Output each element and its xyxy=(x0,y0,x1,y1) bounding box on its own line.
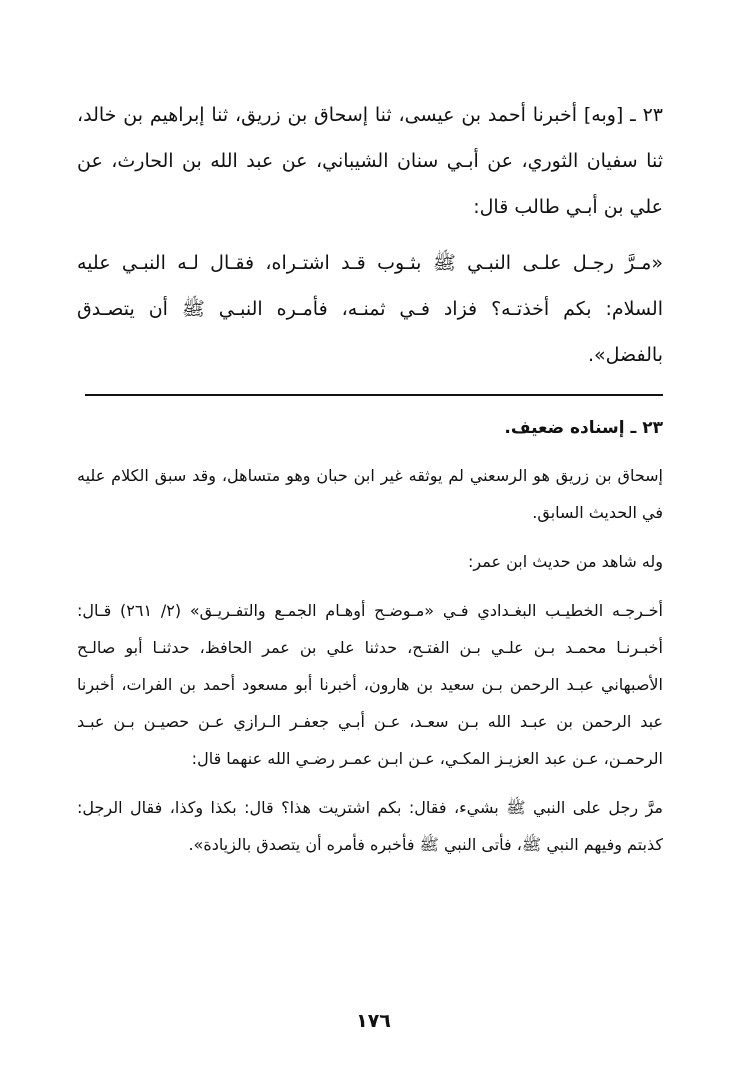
footnote-divider xyxy=(85,394,663,396)
hadith-matn-paragraph: «مـرَّ رجـل علـى النبـي ﷺ بثـوب قـد اشتـراه، فقـال لـه النبـي عليه السلام: بكم أخذتـه؟ فزاد فـي ثمنـه، فأمـره النبـي ﷺ أن يتصـدق بالفضل». xyxy=(77,252,663,366)
footnote-paragraph: وله شاهد من حديث ابن عمر: xyxy=(467,552,663,571)
hadith-isnad-paragraph: ٢٣ ـ [وبه] أخبرنا أحمد بن عيسى، ثنا إسحاق بن زريق، ثنا إبراهيم بن خالد، ثنا سفيان الثوري، عن أبـي سنان الشيباني، عن عبد الله بن الحارث، عن علي بن أبـي طالب قال: xyxy=(77,104,663,218)
page-number: ١٧٦ xyxy=(356,1010,391,1032)
footnote-heading: ٢٣ ـ إسناده ضعيف. xyxy=(504,418,663,438)
footnote-paragraph: أخـرجـه الخطيـب البغـدادي فـي «مـوضـح أوهـام الجمـع والتفـريـق» (٢/ ٢٦١) قـال: أخبـرنـا محمـد بـن علـي بـن الفتـح، حدثنا علي بن عمر الحافظ، حدثنـا أبو صالـح الأصبهاني عبـد الرحمن بـن سعيد بن هارون، أخبرنا أبو مسعود أحمد بن الفرات، أخبرنا عبد الرحمن بن عبـد الله بـن سعـد، عـن أبـي جعفـر الـرازي عـن حصيـن بـن عبـد الرحمـن، عـن عبد العزيـز المكـي، عـن ابـن عمـر رضـي الله عنهما قال: xyxy=(77,601,663,768)
footnotes-section xyxy=(77,410,663,863)
footnote-paragraph: مرَّ رجل على النبي ﷺ بشيء، فقال: بكم اشتريت هذا؟ قال: بكذا وكذا، فقال الرجل: كذبتم وفيهم النبي ﷺ، فأتى النبي ﷺ فأخبره فأمره أن يتصدق بالزيادة». xyxy=(77,798,663,854)
footnote-paragraph: إسحاق بن زريق هو الرسعني لم يوثقه غير ابن حبان وهو متساهل، وقد سبق الكلام عليه في الحديث السابق. xyxy=(77,466,663,522)
hadith-main-text xyxy=(77,92,663,378)
